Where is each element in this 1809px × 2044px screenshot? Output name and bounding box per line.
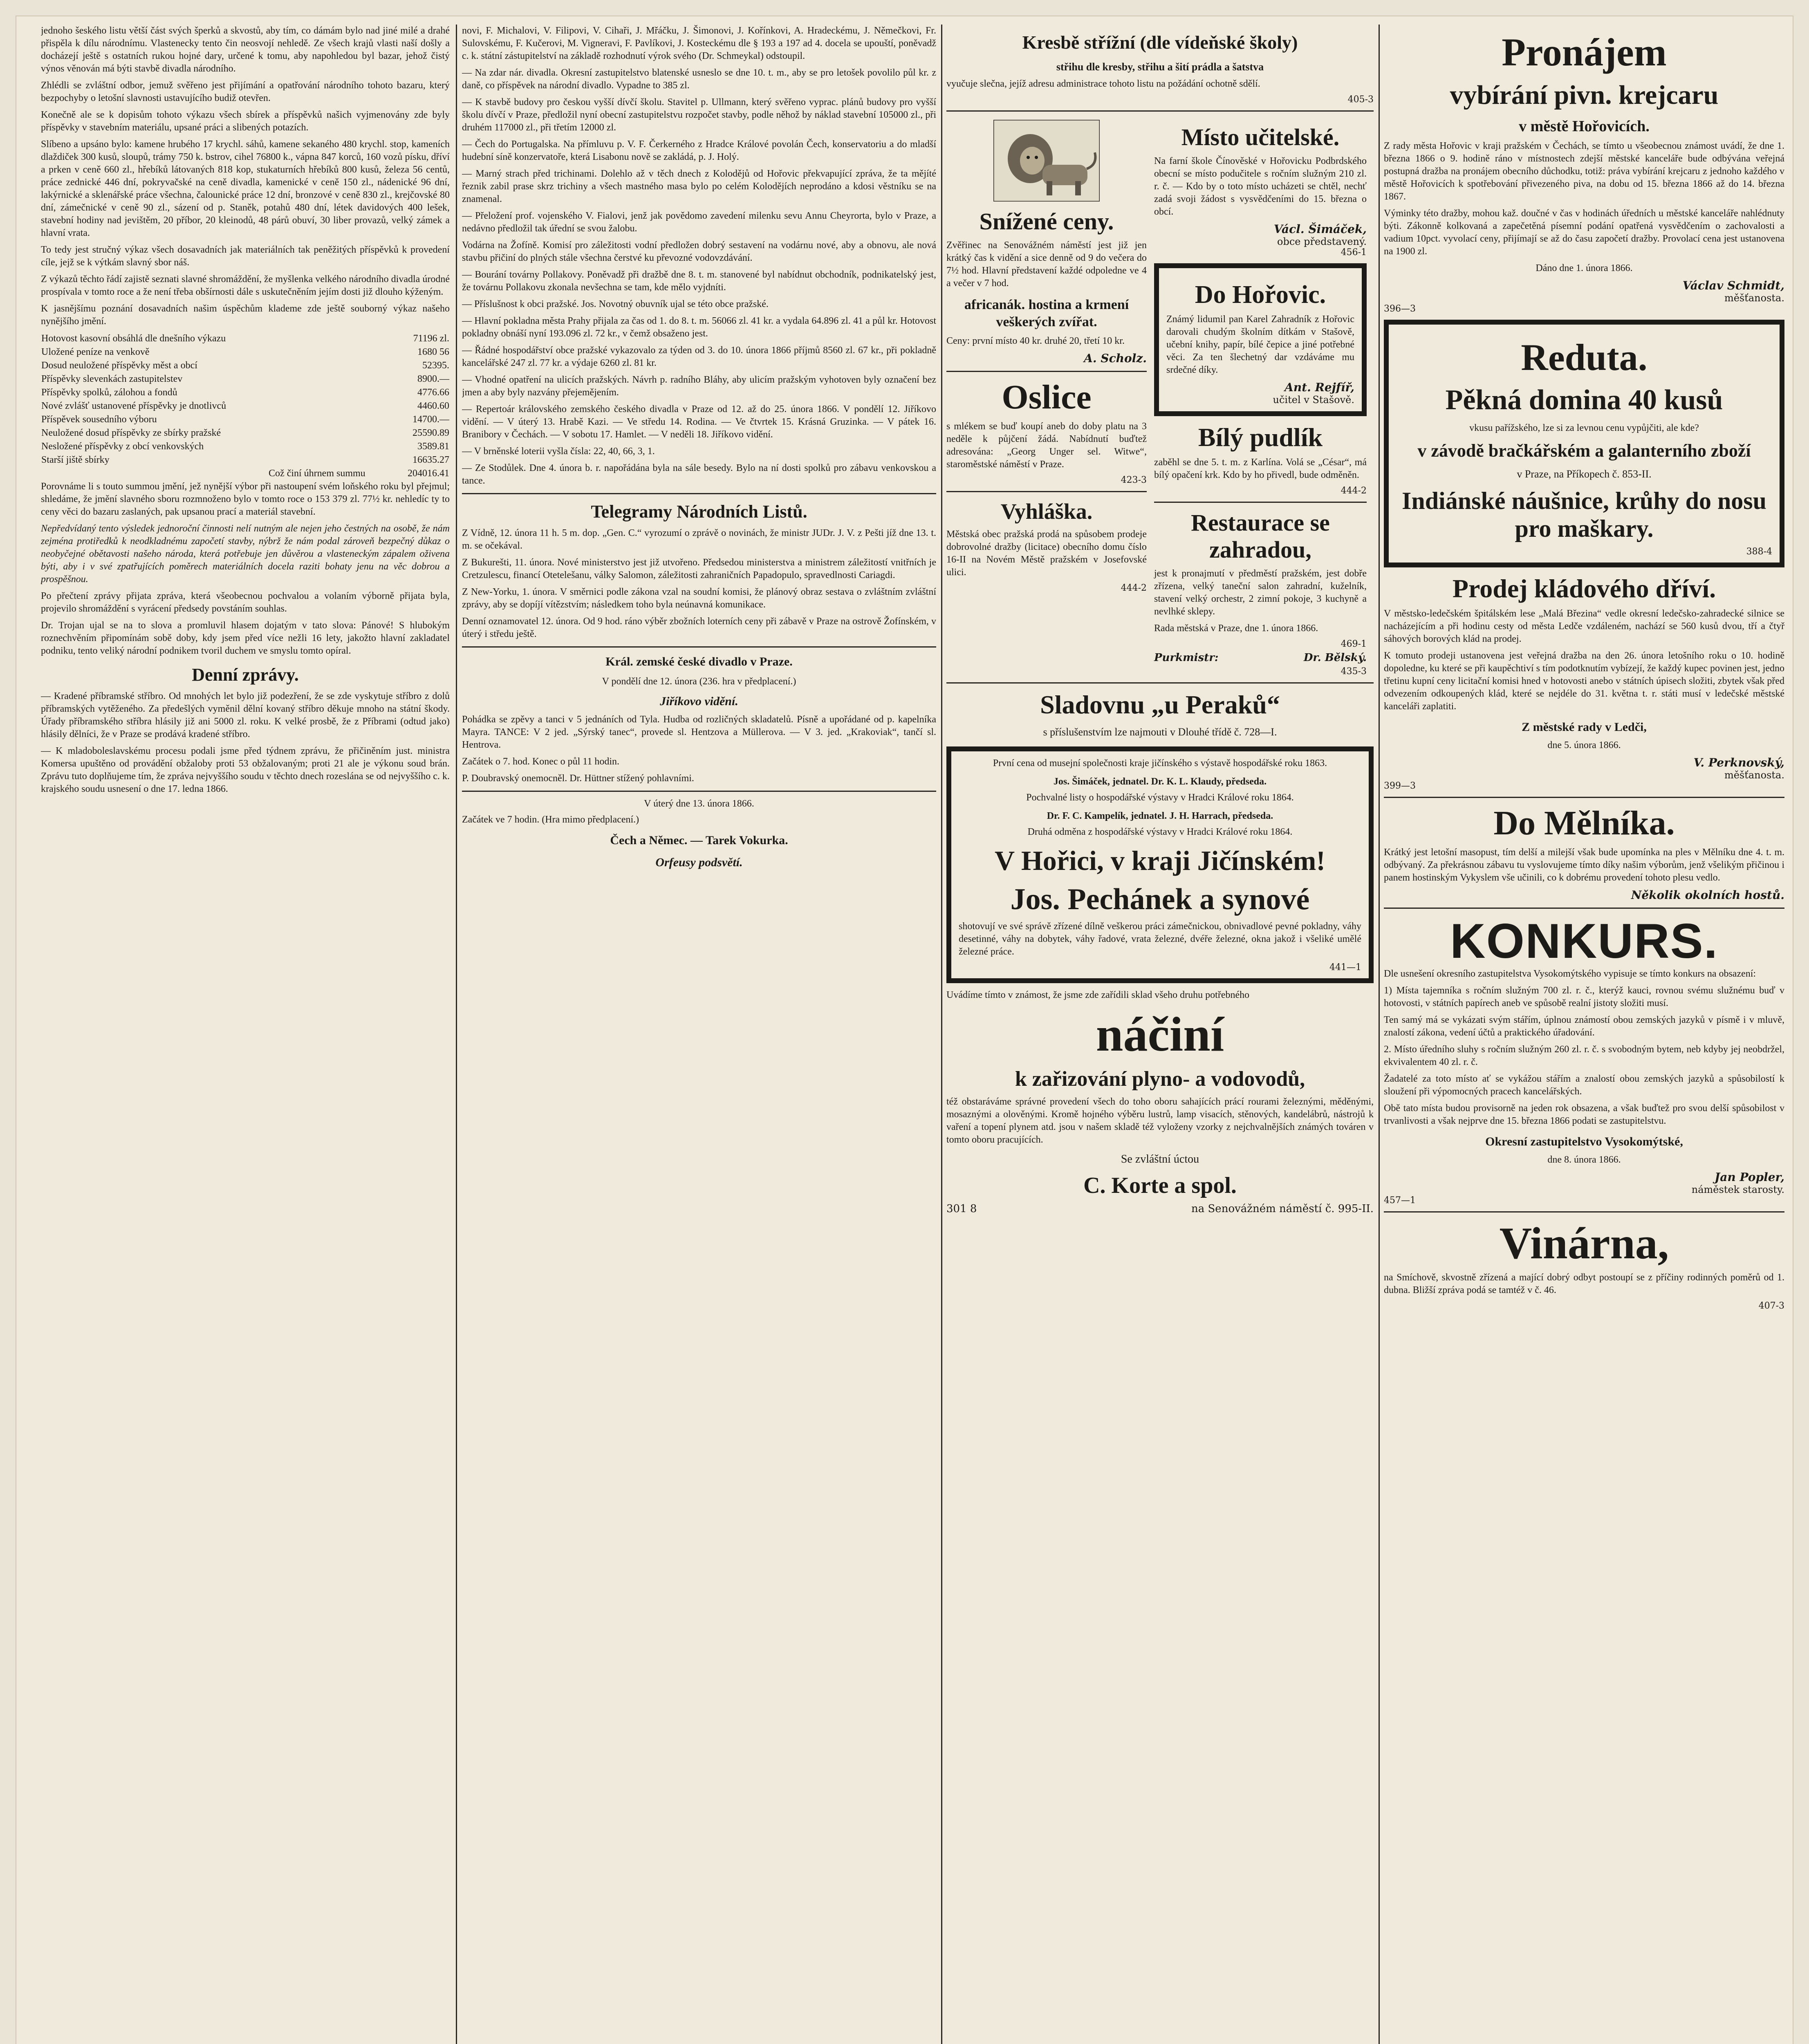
- divider: [1384, 1211, 1784, 1213]
- article-text: — Repertoár královského zemského českého divadla v Praze od 12. až do 25. února 1866. V pondělí 12. Jiříkovo vidění. — V úterý 13. Hrabě Kazi. — Ve středu 14. Rodina. — Ve čtvrtek 15. Krásná Gruzinka. — V pátek 16. Branibory v Čechách. — V sobotu 17. Hamlet. — V neděli 18. Jiříkovo vidění.: [462, 404, 936, 440]
- article-text: Pohádka se zpěvy a tanci v 5 jednáních od Tyla. Hudba od rozličných skladatelů. Písně a upořádané od p. kapelníka Mayra. TANCE: V 2 jed. „Sýrský tanec“, provede sl. Hentzova a Müllerova. — V 3. jed. „Krakoviak“, tančí sl. Hentrova.: [462, 714, 936, 750]
- theatre-play: Jiříkovo vidění.: [660, 695, 738, 708]
- article-text: Z Bukurešti, 11. února. Nové ministerstvo jest již utvořeno. Předsedou ministerstva a ministrem záležitostí vnitřních je Cretzulescu, financí Otetelešanu, války Salomon, záležitosti zahraničních Papadopulo, spravedlnosti Cariagdi.: [462, 557, 936, 580]
- article-text: Porovnáme li s touto summou jmění, jež nynější výbor při nastoupení svém loňského roku byl přejmul; shledáme, že jmění slavného sboru rozmnoženo bylo v tomto roce o 153 379 zl. 77½ kr. nehledíc ty to ceny věci do bazaru zaslaných, pak upsanou prací a materiál stavební.: [41, 481, 450, 517]
- table-row: Příspěvky spolků, zálohou a fondů 4776.66: [41, 387, 449, 398]
- article-text: Slíbeno a upsáno bylo: kamene hrubého 17 krychl. sáhů, kamene sekaného 480 krychl. stop, kameních dlaždiček 300 kusů, sloupů, trámy 750 k. bstrov, cihel 76800 k., vápna 847 korců, 160 vozů písku, dříví a prken v ceně 660 zl., hřebíků látovaných 818 kop, stukaturních hřebíků 800 kusů, železa 56 centů, práce zednické 446 dní, pokryvačské na ceně divadla, kamenické v ceně 150 zl., nádenické 96 dní, lakýrnické a sklenářské práce všechna, čalounické práce 12 dní, bronzové v ceně 830 zl., krejčovské 80 dní, zámečnické v ceně 90 zl., sázení od p. Staněk, potahů 480 dní, létek davidových 400 lešek, stavební hodiny nad jevištěm, 20 příbor, 20 kleinodů, 48 párů obuví, 30 liber provazů, velký zámek a hlavní vrata.: [41, 139, 450, 238]
- article-text: Denní oznamovatel 12. února. Od 9 hod. ráno výběr zbožních loterních ceny při zábavě v Praze na ostrově Žofínském, v úterý i středu ještě.: [462, 616, 936, 639]
- ad-reduta: Reduta. Pěkná domina 40 kusů vkusu pařížského, lze si za levnou cenu vypůjčiti, ale kde? v závodě bračkářském a galanterního zboží v Praze, na Příkopech č. 853-II. Indiánské náušnice, krůhy do nosu pro maškary. 388-4: [1384, 320, 1784, 567]
- divider: [462, 493, 936, 494]
- table-row: Což činí úhrnem summu 204016.41: [269, 468, 449, 479]
- column-rule: [456, 25, 457, 2044]
- article-text: Nepředvídaný tento výsledek jednoroční činnosti nelí nutným ale nejen jeho čestných na osobě, že nám zejména protiředků k neodkladnému započetí stavby, nýbrž že nám podal zároveň bezpečný důkaz o neobyčejné obětavosti našeho národa, která potřebuje jen důvěrou a vlasteneckým zápalem oživena býti, aby i v své zpatřujících poměrech materiálních docela raziti bohaty jenu na věc dobrou a prospěšnou.: [41, 523, 450, 585]
- ad-melnik-title: Do Mělníka.: [1493, 804, 1675, 842]
- ad-zverinec: Snížené ceny. Zvěřinec na Senovážném náměstí jest již jen krátký čas k vidění a sice denně od 9 do večera do 7½ hod. Hlavní představení každé odpoledne ve 4 a večer v 7 hod. africanák. hostina a krmení veškerých zvířat. Ceny: první místo 40 kr. druhé 20, třetí 10 kr. A. Scholz. Oslice s mlékem se buď koupí aneb do doby platu na 3 neděle k půjčení žádá. Nabídnutí buďtež adresována: „Georg Unger sel. Witwe“, staroměstské náměstí v Praze. 423-3 Vyhláška. Městská obec pražská prodá na spůsobem prodeje dobrovolné dražby (licitace) obecního domu číslo 16-II na Novém Městě pražském v Josefovské ulici. 444-2: [946, 117, 1147, 677]
- section-heading: Telegramy Národních Listů.: [591, 502, 807, 522]
- article-text: Konečně ale se k dopisům tohoto výkazu všech sbírek a příspěvků našich vyjmenovány zde byly příspěvky v stavebním materiálu, upsané práci a slibených potazích.: [41, 110, 450, 133]
- newspaper-page: [16, 16, 1793, 2044]
- table-row: Příspěvek sousedního výboru 14700.—: [41, 414, 449, 425]
- column-2: [462, 25, 936, 2044]
- column-rule: [1379, 25, 1380, 2044]
- theatre-heading: Král. zemské české divadlo v Praze.: [605, 655, 793, 668]
- article-text: — Řádné hospodářství obce pražské vykazovalo za týden od 3. do 10. února 1866 příjmů 8560 zl. 67 kr., při pokladně kancelářské 247 zl. 77 kr. a výdaje 6260 zl. 81 kr.: [462, 345, 936, 368]
- table-row: Neuložené dosud příspěvky ze sbírky pražské 25590.89: [41, 428, 449, 438]
- article-text: jednoho šeského listu větší část svých šperků a skvostů, aby tím, co dámám bylo nad jiné milé a drahé přispěla k dílu národnímu. Vlastenecky tento čin neosvojí nehledě. Ze všech krajů vlasti naší došly a docházejí ještě s ostatních rukou hojné dary, určené k tomu, aby napohledou byl bazar, jehož čistý výnos věnován má býti stavbě divadla národního.: [41, 25, 450, 74]
- article-text: Vodárna na Žofíně. Komisí pro záležitosti vodní předložen dobrý sestavení na vodárnu nové, aby a obnovu, ale nová stavbu přičiní do plných stále všechna čerstvé ku převozné vodovzdávání.: [462, 240, 936, 263]
- column-4: Pronájem vybírání pivn. krejcaru v městě Hořovicích. Z rady města Hořovic v kraji pražském v Čechách, se tímto u všeobecnou známost uvádí, že dne 1. března 1866 o 9. hodině ráno v místnostech zdejší městské kanceláře bude odbývána veřejná postupná dražba na pronájem obecního důchodku, totiž: práva vybírání krejcaru z jednoho každého v městě Hořovicích k spotřebování přivezeného piva, na dobu od 15. března 1866 až do 14. března 1867. Výminky této dražby, mohou kaž. doučné v čas v hodinách úředních u městské kanceláře nahlédnuty býti. Zákonně kolkovaná a zapečetěná písemní podání opatřená vysvědčením o zachovalosti a vadium 10pct. vyvolací ceny, přijímají se až do času započetí dražby. Provolací cena jest ustanovena na 1900 zl. Dáno dne 1. února 1866. Václav Schmidt, měšťanosta. 396—3 Reduta. Pěkná domina 40 kusů vkusu pařížského, lze si za levnou cenu vypůjčiti, ale kde? v závodě bračkářském a galanterního zboží v Praze, na Příkopech č. 853-II. Indiánské náušnice, krůhy do nosu pro maškary. 388-4 Prodej kládového dříví. V městsko-ledečském špitálském lese „Malá Březina“ vedle okresní ledečsko-zahradecké silnice se nacházejícím a při hodinu cesty od města Ledče vzdáleném, nachází se 560 kusů dvou, tří a čtyř sáhových borových klád na prodej. K tomuto prodeji ustanovena jest veřejná dražba na den 26. února letošního roku o 10. hodině dopoledne, ku které se při kaupěchtiví s tím podotknutím vybízejí, že každý kupec povinen jest, jedno třetinu kupní ceny licitační komisi hned v hotovosti anebo v státních úpisech složiti, zbytek však před odvezením odkoupených klád, které se nejdéle do 31. května t. r. státi musí v ledečské městské kanceláři zaplatiti. Z městské rady v Ledči, dne 5. února 1866. V. Perknovský, měšťanosta. 399—3 Do Mělníka. Krátký jest letošní masopust, tím delší a milejší však bude upomínka na ples v Mělníku dne 4. t. m. odbývaný. Za překrásnou zábavu tu vyslovujeme tímto díky našim výborům, jenž všelikým přičinou i panem hostinským Vykyslem vše učinili, co k dobrému provedení tohoto plesu vedlo. Několik okolních hostů. KONKURS. Dle usnešení okresního zastupitelstva Vysokomýtského vypisuje se tímto konkurs na obsazení: 1) Místa tajemníka s ročním služným 700 zl. r. č., kterýž kauci, rovnou svému služnému buď v hotovosti, v státních papírech aneb ve spůsobě realní jistoty složiti musí. Ten samý má se vykázati svým stářím, úplnou známostí obou zemských jazyků v písmě i v mluvě, znalostí zákona, vedení účtů a praktického úřadování. 2. Místo úředního sluhy s ročním služným 260 zl. r. č. s svobodným bytem, neb kdyby jej neobdržel, ekvivalentem 40 zl. r. č. Žadatelé za toto místo ať se vykážou stářím a znalostí obou zemských jazyků a spůsobilostí k sloužení při výpomocných pracech kancelářských. Obě tato místa budou provisorně na jeden rok obsazena, a však buďtež pro svou delší spůsobilost v trvanlivosti a však nejprve dne 15. března 1866 podati se zastupitelstvu. Okresní zastupitelstvo Vysokomýtské, dne 8. února 1866. Jan Popler, náměstek starosty. 457—1 Vinárna, na Smíchově, skvostně zřízená a mající dobrý odbyt postoupí se z příčiny rodinných poměrů od 1. dubna. Bližší zpráva podá se tamtéž v č. 46. 407-3: [1384, 30, 1784, 1311]
- divider: [1384, 797, 1784, 798]
- column-rule: [941, 25, 942, 2044]
- theatre-play: Čech a Němec. — Tarek Vokurka.: [610, 834, 788, 847]
- ad-kresba: Kresbě střížní (dle vídeňské školy) střihu dle kresby, střihu a šití prádla a šatstva vyučuje slečna, jejíž adresu administrace tohoto listu na požádání ochotně sdělí. 405-3: [946, 32, 1374, 105]
- article-text: — V brněnské loterii vyšla čísla: 22, 40, 66, 3, 1.: [462, 446, 655, 457]
- article-text: — Ze Stodůlek. Dne 4. února b. r. napořádána byla na sále besedy. Bylo na ní dosti spolků pro zábavu venkovskou a tance.: [462, 463, 936, 486]
- ad-prodej-title: Prodej kládového dříví.: [1452, 574, 1716, 603]
- ad-sladovna-title: Sladovnu „u Peraků“: [1040, 690, 1280, 719]
- article-text: Z výkazů těchto řádí zajistě seznati slavné shromáždění, že myšlenka velkého národního divadla úrodné prospívala v tomto roce a že není třeba obšírnosti dále s uskutečněním jejím dosti již dlouho kýženým.: [41, 274, 450, 297]
- table-row: Hotovost kasovní obsáhlá dle dnešního výkazu 71196 zl.: [41, 333, 449, 344]
- article-text: — Příslušnost k obci pražské. Jos. Novotný obuvník ujal se této obce pražské.: [462, 299, 769, 309]
- article-text: — Přeložení prof. vojenského V. Fialovi, jenž jak povědomo zavedení milenku sevu Annu Cheyrorta, bylo v Praze, a nedávno předložil tak úřední se svou žalobu.: [462, 211, 936, 234]
- theatre-date: V úterý dne 13. února 1866.: [644, 798, 754, 809]
- divider: [462, 646, 936, 648]
- article-text: — Marný strach před trichinami. Dolehlo až v těch dnech z Kolodějů od Hořovic překvapující zpráva, že ta mějíté řeznik zabil prase skrz trichiny a všech mastného masa bylo po celém Kolodějích neprodáno a kdosi věstníku se na znamenal.: [462, 168, 936, 204]
- theatre-play: Orfeusy podsvětí.: [655, 856, 743, 869]
- column-1: [41, 25, 450, 2044]
- table-row: Nové zvlášť ustanovené příspěvky je dnotlivců 4460.60: [41, 401, 449, 411]
- article-text: — Vhodné opatření na ulicích pražských. Návrh p. radního Bláhy, aby ulicím pražským vyhotoven byly označení bez jmen a aby byly nazvány přejemějením.: [462, 374, 936, 398]
- divider: [946, 491, 1147, 492]
- article-text: — Hlavní pokladna města Prahy přijala za čas od 1. do 8. t. m. 56066 zl. 41 kr. a vydala 64.896 zl. 41 a půl kr. Hotovost pokladny obnáší nyní 193.096 zl. 72 kr., v čemž obsaženo jest.: [462, 316, 936, 339]
- ad-horovice: Do Hořovic. Známý lidumil pan Karel Zahradník z Hořovic darovali chudým školním dítkám v Stašově, učební knihy, papír, bílé čepice a jiné potřebné věci. Za ten šlechetný dar vzdáváme mu srdečné díky. Ant. Rejfíř, učitel v Stašově.: [1154, 263, 1367, 416]
- table-row: Příspěvky slevenkách zastupitelstev 8900.—: [41, 374, 449, 384]
- divider: [946, 110, 1374, 112]
- ad-vinarna-title: Vinárna,: [1499, 1218, 1669, 1268]
- divider: [1154, 502, 1367, 503]
- article-text: novi, F. Michalovi, V. Filipovi, V. Cihaři, J. Mřáčku, J. Šimonovi, J. Kořínkovi, A. Hradeckému, J. Němečkovi, Fr. Sulovskému, F. Kučerovi, M. Vigneravi, F. Pavlíkovi, J. Kosteckému dle § 193 a 197 ad 4. docela se upouští, poněvadž c. k. státní zástupitelství na základě rozhodnutí výrok svého (Dr. Schmeykal) odstoupil.: [462, 25, 936, 61]
- section-heading: Denní zprávy.: [192, 665, 299, 685]
- article-text: Z New-Yorku, 1. února. V směrnici podle zákona vzal na soudní komisi, že plánový obraz sestava o zvláštním zvláštní zprávy, aby se dopíjí vítězstvím; následkem toho byla neúnavná komunikace.: [462, 587, 936, 610]
- article-text: — Čech do Portugalska. Na přímluvu p. V. F. Čerkerného z Hradce Králové povolán Čech, konservatoriu a do mladší hudební síně konzervatoře, která Lisabonu nově se zakládá, p. J. Holý.: [462, 139, 936, 162]
- article-text: Zhlédli se zvláštní odbor, jemuž svěřeno jest přijímání a opatřování národního tohoto bazaru, který bezpochyby o letošní slavnosti ustavujícího budiž otevřen.: [41, 80, 450, 103]
- ad-nacini-title: náčiní: [1096, 1007, 1224, 1061]
- ad-konkurs-title: KONKURS.: [1450, 914, 1719, 968]
- table-row: Dosud neuložené příspěvky měst a obcí 52395.: [41, 360, 449, 371]
- theatre-date: V pondělí dne 12. února (236. hra v předplacení.): [602, 676, 796, 687]
- ad-pronajem-title: Pronájem: [1502, 30, 1667, 74]
- article-text: P. Doubravský onemocněl. Dr. Hüttner stížený pohlavními.: [462, 773, 694, 784]
- article-text: — Bourání továrny Pollakovy. Poněvadž při dražbě dne 8. t. m. stanovené byl nabídnut obchodník, podnikatelský jest, že továrnu Pollakovu zkonala nevšechna se tam, kde mělo vyjdníti.: [462, 269, 936, 293]
- article-text: Začátek ve 7 hodin. (Hra mimo předplacení.): [462, 814, 639, 825]
- divider: [1384, 908, 1784, 909]
- article-text: Po přečtení zprávy přijata zpráva, která všeobecnou pochvalou a volaním výborně přijata byla, projevilo shromáždění s vyrácení předsedy povstáním souhlas.: [41, 591, 450, 614]
- column-3: Kresbě střížní (dle vídeňské školy) střihu dle kresby, střihu a šití prádla a šatstva vyučuje slečna, jejíž adresu administrace tohoto listu na požádání ochotně sdělí. 405-3 Snížené ceny. Zvěřinec na Senovážném náměstí jest již jen krátký čas k vidění a sice denně od 9 do večera do 7½ hod. Hlavní představení každé odpoledne ve 4 a večer v 7 hod. africanák. hostina a krmení veškerých zvířat. Ceny: první místo 40 kr. druhé 20, třetí 10 kr. A. Scholz. Oslice s mlékem se buď koupí aneb do doby platu na 3 neděle k půjčení žádá. Nabídnutí buďtež adresována: „Georg Unger sel. Witwe“, staroměstské náměstí v Praze. 423-3 Vyhláška. Městská obec pražská prodá na spůsobem prodeje dobrovolné dražby (licitace) obecního domu číslo 16-II na Novém Městě pražském v Josefovské ulici. 444-2 Místo učitelské. Na farní škole Čínověské v Hořovicku Podbrdského obecní se místo podučitele s ročním služným 210 zl. r. č. — Kdo by o toto místo ucházeti se chtěl, nechť zadá svoji žádost s vysvědčeními do 15. března o obcí. Václ. Šimáček, obce představený. 456-1 Do Hořovic. Známý lidumil pan Karel Zahradník z Hořovic darovali chudým školním dítkám v Stašově, učební knihy, papír, bílé čepice a jiné potřebné věci. Za ten šlechetný dar vzdáváme mu srdečné díky. Ant. Rejfíř, učitel v Stašově. Bílý pudlík zaběhl se dne 5. t. m. z Karlína. Volá se „César“, má bílý opačení krk. Kdo by ho přivedl, bude odměněn. 444-2 Restaurace se zahradou, jest k pronajmutí v předměstí pražském, jest dobře zřízena, velký taneční salon zahradní, kuželník, stavení velký orchestr, 2 zimní pokoje, 3 kuchyně a nevlhké sklepy. Rada městská v Praze, dne 1. února 1866. 469-1 Purkmistr: Dr. Bělský. 435-3 Sladovnu „u Peraků“ s příslušenstvím lze najmouti v Dlouhé třídě č. 728—I. První cena od musejní společnosti kraje jičínského s výstavě hospodářské roku 1863. Jos. Šimáček, jednatel. Dr. K. L. Klaudy, předseda. Pochvalné listy o hospodářské výstavy v Hradci Králové roku 1864. Dr. F. C. Kampelík, jednatel. J. H. Harrach, předseda. Druhá odměna z hospodářské výstavy v Hradci Králové roku 1864. V Hořici, v kraji Jičínském! Jos. Pechánek a synové shotovují ve své správě zřízené dílně veškerou práci zámečnickou, obnivadlové pevné pokladny, váhy desetinné, váhy na dobytek, váhy řadové, vrata železné, dvéře železné, okna jakož i všeliké umělé železné práce. 441—1 Uvádíme tímto v známost, že jsme zde zařídili sklad všeho druhu potřebného náčiní k zařizování plyno- a vodovodů, též obstaráváme správné provedení všech do toho oboru sahajících prácí rourami železnými, měděnými, mosaznými a olověnými. Kromě hojného výběru lustrů, lamp visacích, stěnových, kandelábrů, nástrojů k vaření a topení plynem atd. jsou v našem skladě též vyloženy vzorky z nejchvalnějších známých továren v tomto oboru pracujících. Se zvláštní úctou C. Korte a spol. 301 8 na Senovážném náměstí č. 995-II.: [946, 32, 1374, 1215]
- divider: [946, 682, 1374, 684]
- article-text: To tedy jest stručný výkaz všech dosavadních jak materiálních tak peněžitých příspěvků k provedení cíle, jejž se k výtkám slavný sbor náš.: [41, 244, 450, 268]
- article-text: Z Vídně, 12. února 11 h. 5 m. dop. „Gen. C.“ vyrozumí o zprávě o novinách, že ministr JUDr. J. V. z Pešti jíž dne 13. t. m. se očekával.: [462, 528, 936, 551]
- article-text: — K mladoboleslavskému procesu podali jsme před týdnem zprávu, že přičiněním just. ministra Komersa upuštěno od provádění obžaloby proti 53 obžalovaným; proti 21 ale je výkonu soud brán. Zprávu tuto doplňujeme tím, že zpráva nejvyššího soudu v těchto dnech rozeslána se od nejvyššího c. k. krajského soudu usnesení o dne 17. ledna 1866.: [41, 746, 450, 794]
- ad-text: Uvádíme tímto v známost, že jsme zde zařídili sklad všeho druhu potřebného: [946, 990, 1250, 1000]
- article-text: Začátek o 7. hod. Konec o půl 11 hodin.: [462, 756, 620, 767]
- lion-illustration-icon: [993, 120, 1100, 202]
- article-text: — Kradené příbramské stříbro. Od mnohých let bylo již podezření, že se zde vyskytuje stříbro z dolů příbramských vytěženého. Za předešlých vyměnil dělní kovaný stříbro děkuje mnoho na státní škody. Úřady příbramského stříbra hlásily již ani 5000 zl. roku. K velké prosbě, že z Příbrami (odtud jako) hlásily dělníci, že v Praze se prodává kradené stříbro.: [41, 691, 450, 740]
- divider: [946, 371, 1147, 372]
- article-text: Dr. Trojan ujal se na to slova a promluvil hlasem dojatým v tato slova: Pánové! S hlubokým roznechvěním připomínám sobě doby, kdy jsem před více nežli 16 lety, jakožto hlavní zakladatel podniku, tento veliký národní podnikem tvoril duchem ve smyslu tomto opíral.: [41, 620, 450, 656]
- table-row: Uložené peníze na venkově 1680 56: [41, 347, 449, 357]
- table-row: Starší jiště sbírky 16635.27: [41, 455, 449, 465]
- article-text: — Na zdar nár. divadla. Okresní zastupitelstvo blatenské usneslo se dne 10. t. m., aby se pro letošek povolilo půl kr. z daně, co příspěvek na národní divadlo. Vypadne to 385 zl.: [462, 67, 936, 91]
- table-row: Nesložené příspěvky z obcí venkovských 3589.81: [41, 441, 449, 452]
- article-text: K jasnějšímu poznání dosavadních našim úspěchům klademe zde ještě souborný výkaz našeho nynějšího jmění.: [41, 303, 450, 327]
- ledger-table: [41, 332, 450, 480]
- divider: [462, 791, 936, 792]
- ad-pechanek: První cena od musejní společnosti kraje jičínského s výstavě hospodářské roku 1863. Jos. Šimáček, jednatel. Dr. K. L. Klaudy, předseda. Pochvalné listy o hospodářské výstavy v Hradci Králové roku 1864. Dr. F. C. Kampelík, jednatel. J. H. Harrach, předseda. Druhá odměna z hospodářské výstavy v Hradci Králové roku 1864. V Hořici, v kraji Jičínském! Jos. Pechánek a synové shotovují ve své správě zřízené dílně veškerou práci zámečnickou, obnivadlové pevné pokladny, váhy desetinné, váhy na dobytek, váhy řadové, vrata železné, dvéře železné, okna jakož i všeliké umělé železné práce. 441—1: [946, 746, 1374, 983]
- article-text: — K stavbě budovy pro českou vyšší dívčí školu. Stavitel p. Ullmann, který svěřeno vyprac. plánů budovy pro vyšší školu dívčí v Praze, předložil nyní obecní zastupitelstvu rozpočet stavby, podle něhož by náklad stavební 105000 zl., při druhém 117000 zl., při třetím 12000 zl.: [462, 97, 936, 133]
- ad-row: [946, 117, 1374, 677]
- ad-stack-right: Místo učitelské. Na farní škole Čínověské v Hořovicku Podbrdského obecní se místo podučitele s ročním služným 210 zl. r. č. — Kdo by o toto místo ucházeti se chtěl, nechť zadá svoji žádost s vysvědčeními do 15. března o obcí. Václ. Šimáček, obce představený. 456-1 Do Hořovic. Známý lidumil pan Karel Zahradník z Hořovic darovali chudým školním dítkám v Stašově, učební knihy, papír, bílé čepice a jiné potřebné věci. Za ten šlechetný dar vzdáváme mu srdečné díky. Ant. Rejfíř, učitel v Stašově. Bílý pudlík zaběhl se dne 5. t. m. z Karlína. Volá se „César“, má bílý opačení krk. Kdo by ho přivedl, bude odměněn. 444-2 Restaurace se zahradou, jest k pronajmutí v předměstí pražském, jest dobře zřízena, velký taneční salon zahradní, kuželník, stavení velký orchestr, 2 zimní pokoje, 3 kuchyně a nevlhké sklepy. Rada městská v Praze, dne 1. února 1866. 469-1 Purkmistr: Dr. Bělský. 435-3: [1154, 124, 1367, 677]
